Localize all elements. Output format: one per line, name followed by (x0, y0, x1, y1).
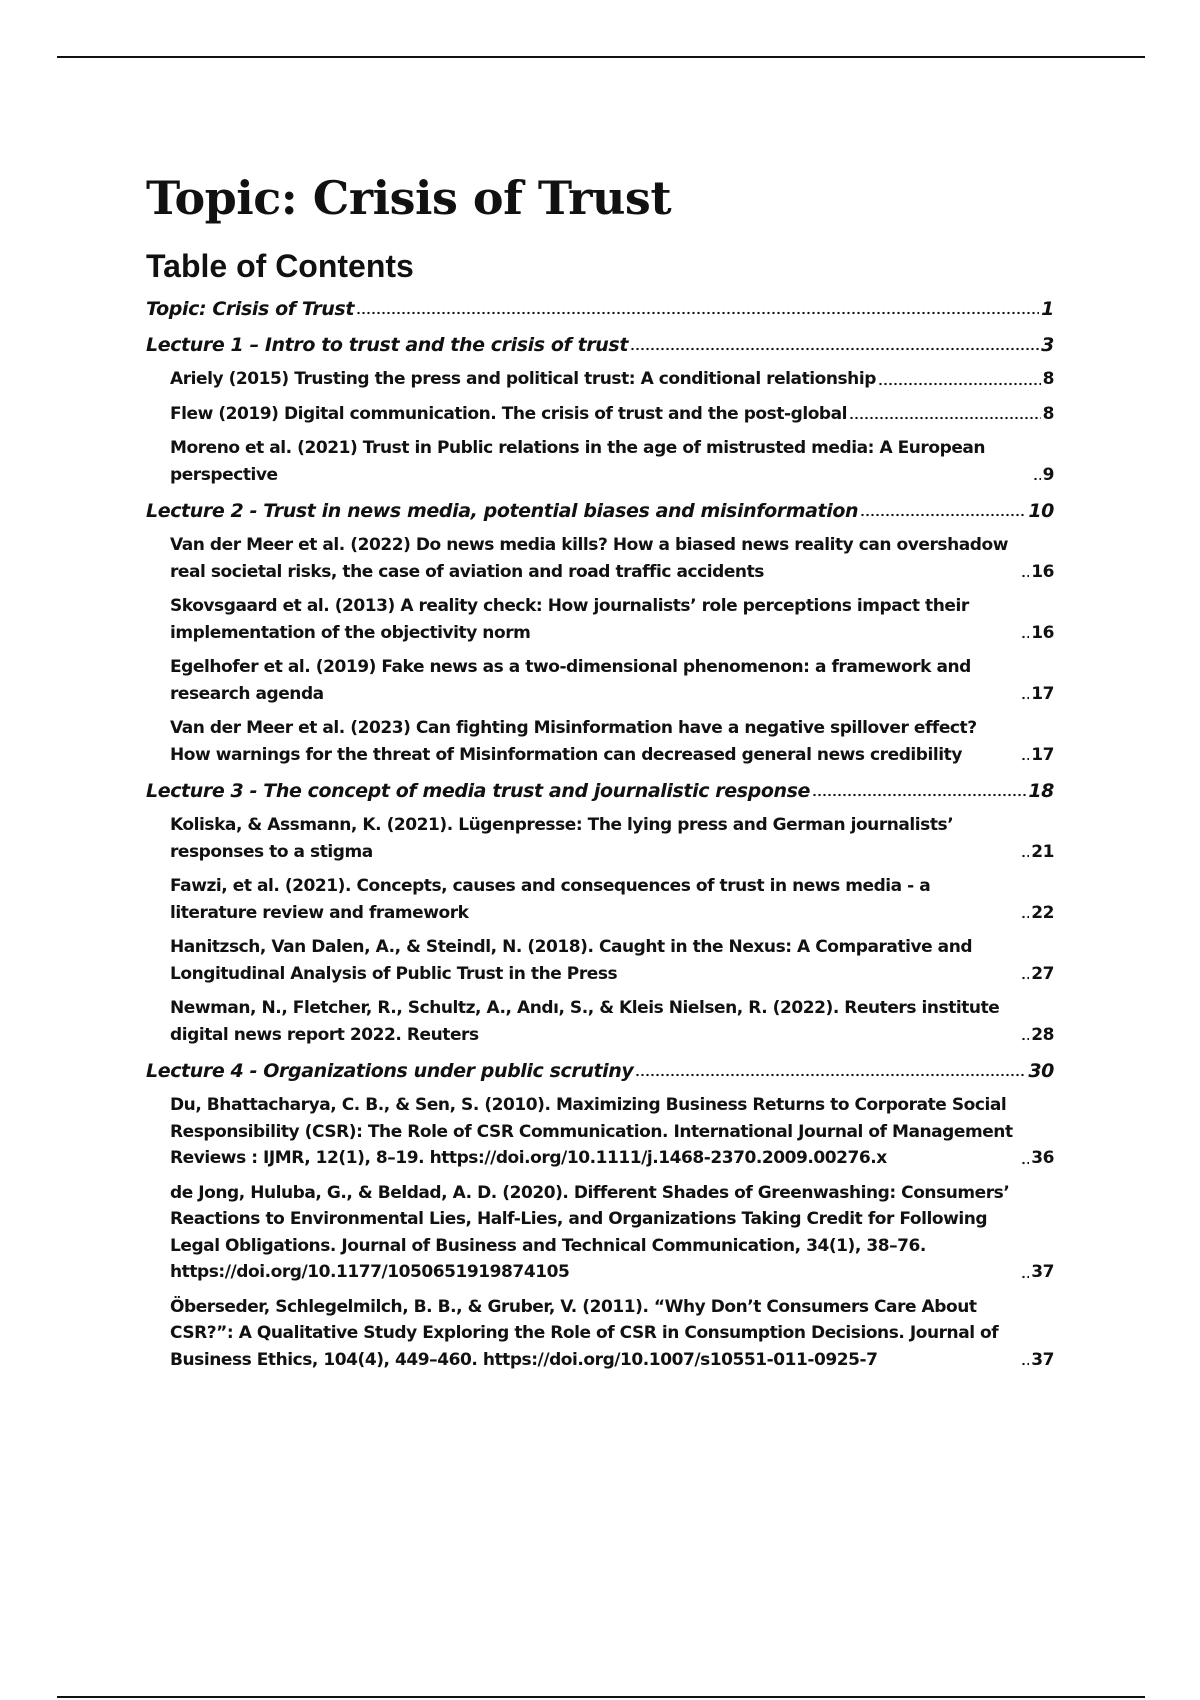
toc-entry-page: 21 (1031, 841, 1054, 862)
toc-list (146, 296, 1054, 1373)
toc-entry-ariely[interactable] (146, 366, 1054, 393)
toc-entry-text: Van der Meer et al. (2022) Do news media kills? How a biased news reality can overshadow real societal risks, the case of aviation and road traffic accidents (170, 535, 1008, 582)
toc-entry-text: Flew (2019) Digital communication. The crisis of trust and the post-global (170, 403, 848, 424)
toc-entry-page: 22 (1031, 902, 1054, 923)
toc-entry-text: Fawzi, et al. (2021). Concepts, causes and consequences of trust in news media - a literature review and framework (170, 876, 931, 923)
toc-entry-page: 17 (1031, 683, 1054, 704)
dot-leader (1021, 975, 1029, 981)
toc-entry-page: 1 (1041, 298, 1054, 320)
toc-entry-text: Ariely (2015) Trusting the press and political trust: A conditional relationship (170, 369, 876, 389)
toc-entry-page: 9 (1042, 464, 1054, 485)
dot-leader (1033, 476, 1041, 482)
toc-entry-page: 10 (1028, 500, 1054, 522)
dot-leader (849, 415, 1041, 421)
toc-entry-oberseder[interactable] (146, 1294, 1054, 1374)
document-title: Topic: Crisis of Trust (146, 171, 672, 225)
toc-entry-hanitzsch[interactable] (146, 934, 1054, 987)
toc-entry-text: Topic: Crisis of Trust (146, 298, 355, 320)
footer-rule (57, 1696, 1145, 1698)
toc-entry-page: 8 (1042, 369, 1054, 389)
dot-leader (1021, 1036, 1029, 1042)
toc-entry-page: 36 (1031, 1148, 1054, 1168)
toc-entry-van-der-meer-2022[interactable] (146, 532, 1054, 585)
toc-entry-lecture-1[interactable] (146, 332, 1054, 358)
dot-leader (1021, 573, 1029, 579)
dot-leader (630, 346, 1039, 352)
toc-entry-text: Lecture 3 - The concept of media trust and journalistic response (146, 780, 811, 802)
toc-entry-skovsgaard[interactable] (146, 593, 1054, 646)
dot-leader (635, 1072, 1026, 1078)
toc-entry-page: 37 (1031, 1262, 1054, 1282)
toc-entry-fawzi[interactable] (146, 873, 1054, 926)
toc-heading: Table of Contents (146, 248, 414, 284)
dot-leader (1021, 695, 1029, 701)
toc-entry-text: Lecture 2 - Trust in news media, potential biases and misinformation (146, 500, 859, 522)
toc-entry-page: 18 (1028, 780, 1054, 802)
dot-leader (860, 512, 1026, 518)
toc-entry-topic[interactable] (146, 296, 1054, 322)
toc-entry-newman[interactable] (146, 995, 1054, 1048)
toc-entry-text: Koliska, & Assmann, K. (2021). Lügenpresse: The lying press and German journalists’ responses to a stigma (170, 815, 954, 862)
dot-leader (1021, 1160, 1029, 1166)
toc-entry-lecture-2[interactable] (146, 498, 1054, 524)
dot-leader (1021, 756, 1029, 762)
toc-entry-page: 8 (1042, 403, 1054, 424)
toc-entry-text: Van der Meer et al. (2023) Can fighting Misinformation have a negative spillover effect? How warnings for the threat of Misinformation can decreased general news credibility (170, 718, 977, 765)
toc-entry-koliska[interactable] (146, 812, 1054, 865)
dot-leader (1021, 1361, 1029, 1367)
dot-leader (1021, 634, 1029, 640)
dot-leader (1021, 1274, 1029, 1280)
dot-leader (878, 381, 1041, 387)
toc-entry-text: Öberseder, Schlegelmilch, B. B., & Gruber, V. (2011). “Why Don’t Consumers Care About CSR?”: A Qualitative Study Exploring the Role of CSR in Consumption Decisions. Journal of Business Ethics, 104(4), 449–460. https://doi.org/10.1007/s10551-011-0925-7 (170, 1296, 999, 1370)
toc-entry-page: 28 (1031, 1024, 1054, 1045)
toc-entry-lecture-3[interactable] (146, 778, 1054, 804)
toc-entry-text: Lecture 1 – Intro to trust and the crisis of trust (146, 334, 629, 356)
toc-entry-van-der-meer-2023[interactable] (146, 715, 1054, 768)
dot-leader (812, 792, 1026, 798)
toc-entry-page: 17 (1031, 744, 1054, 765)
toc-entry-de-jong[interactable] (146, 1180, 1054, 1286)
toc-entry-page: 16 (1031, 622, 1054, 643)
toc-entry-page: 27 (1031, 963, 1054, 984)
document-body (146, 170, 1054, 1373)
dot-leader (1021, 914, 1029, 920)
toc-entry-text: Lecture 4 - Organizations under public scrutiny (146, 1060, 634, 1082)
toc-entry-page: 37 (1031, 1349, 1054, 1370)
toc-entry-page: 16 (1031, 561, 1054, 582)
toc-entry-text: Newman, N., Fletcher, R., Schultz, A., Andı, S., & Kleis Nielsen, R. (2022). Reuters institute digital news report 2022. Reuters (170, 998, 1000, 1045)
toc-entry-text: Hanitzsch, Van Dalen, A., & Steindl, N. (2018). Caught in the Nexus: A Comparative and Longitudinal Analysis of Public Trust in the Press (170, 937, 973, 984)
header-rule (57, 56, 1145, 58)
toc-entry-lecture-4[interactable] (146, 1058, 1054, 1084)
toc-entry-text: Skovsgaard et al. (2013) A reality check: How journalists’ role perceptions impact their implementation of the objectivity norm (170, 596, 969, 643)
toc-entry-moreno[interactable] (146, 435, 1054, 488)
toc-entry-egelhofer[interactable] (146, 654, 1054, 707)
dot-leader (1021, 853, 1029, 859)
toc-entry-page: 30 (1028, 1060, 1054, 1082)
toc-entry-page: 3 (1041, 334, 1054, 356)
toc-entry-text: Egelhofer et al. (2019) Fake news as a two-dimensional phenomenon: a framework and research agenda (170, 657, 971, 704)
toc-entry-text: Du, Bhattacharya, C. B., & Sen, S. (2010). Maximizing Business Returns to Corporate Social Responsibility (CSR): The Role of CSR Communication. International Journal of Management Reviews : IJMR, 12(1), 8–19. https://doi.org/10.1111/j.1468-2370.2009.00276.x (170, 1095, 1013, 1168)
toc-entry-text: de Jong, Huluba, G., & Beldad, A. D. (2020). Different Shades of Greenwashing: Consumers’ Reactions to Environmental Lies, Half-Lies, and Organizations Taking Credit for Following Legal Obligations. Journal of Business and Technical Communication, 34(1), 38–76. https://doi.org/10.1177/1050651919874105 (170, 1182, 1010, 1282)
toc-entry-flew[interactable] (146, 401, 1054, 428)
dot-leader (356, 310, 1039, 316)
toc-entry-text: Moreno et al. (2021) Trust in Public relations in the age of mistrusted media: A European perspective (170, 438, 986, 485)
toc-entry-du[interactable] (146, 1092, 1054, 1172)
